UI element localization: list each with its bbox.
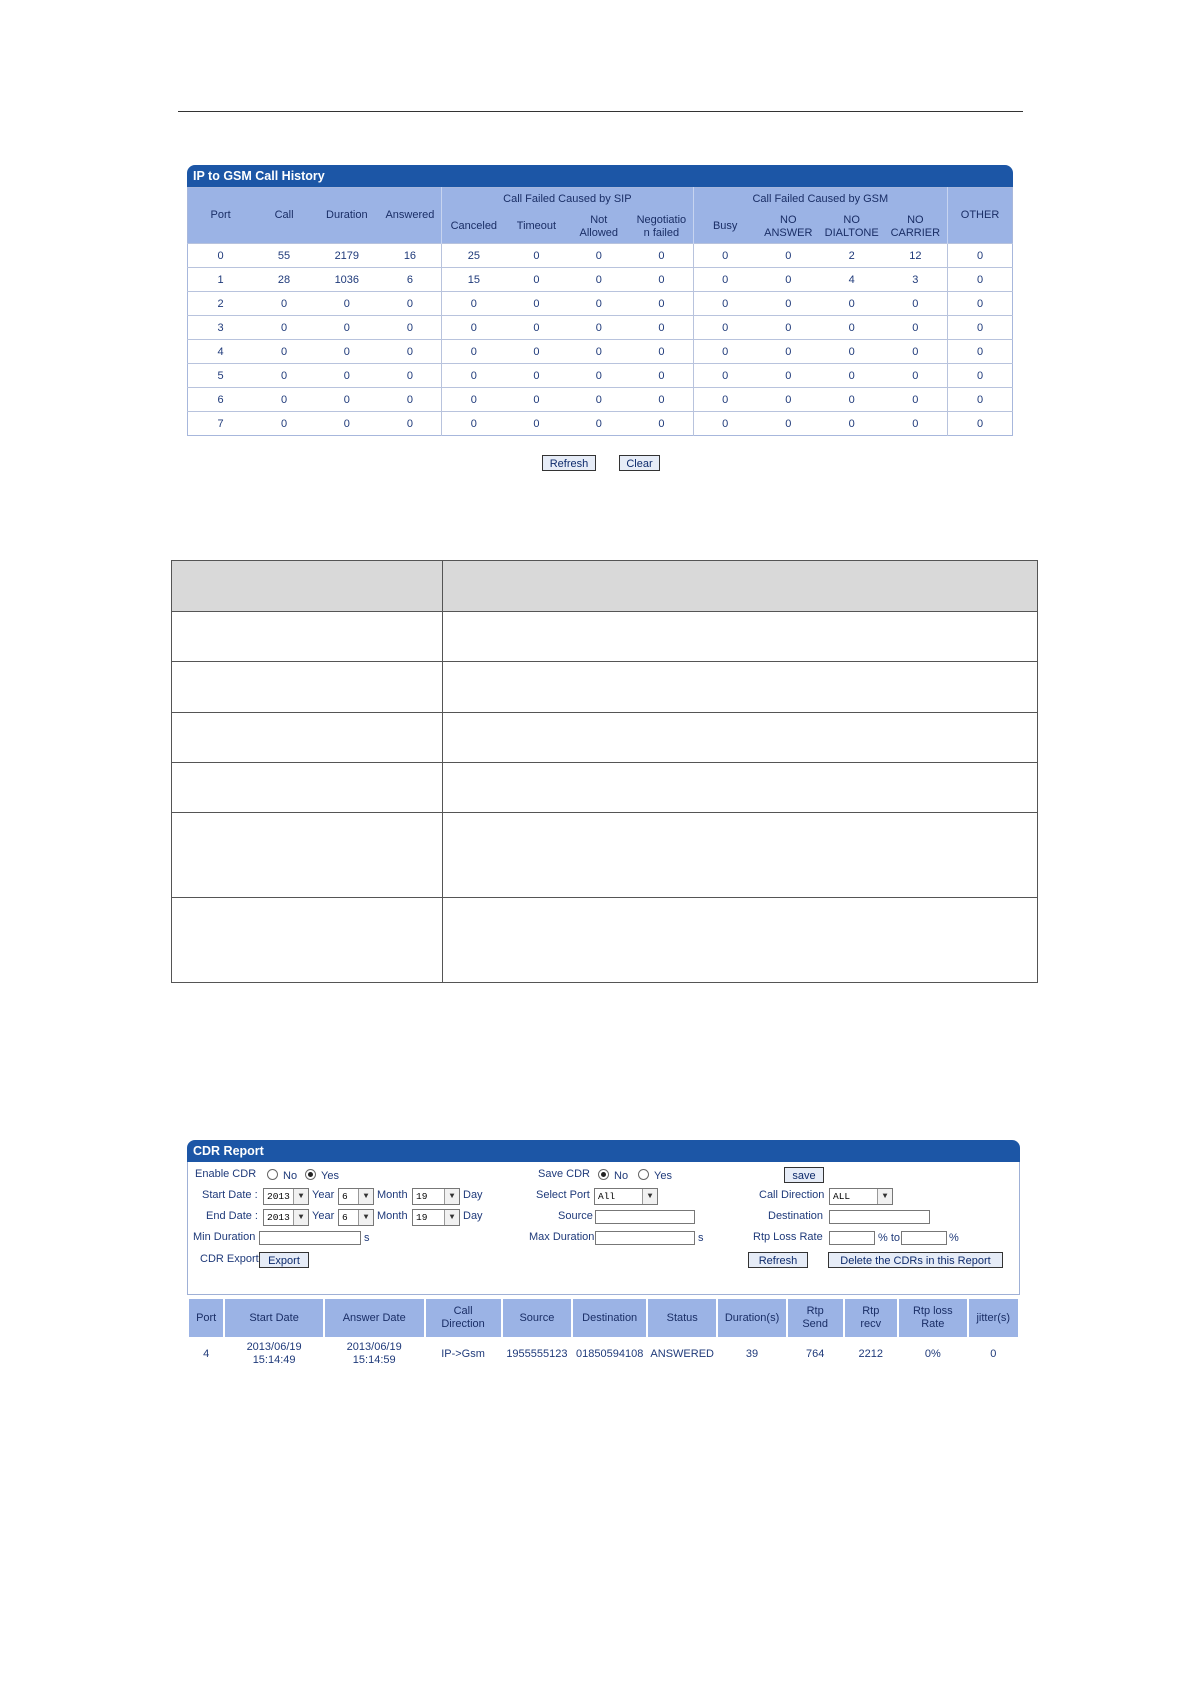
percent-to-label: % to <box>878 1232 901 1244</box>
table-cell: 0 <box>567 244 630 268</box>
col-timeout: Timeout <box>506 211 568 244</box>
table-cell: 0 <box>253 292 315 316</box>
table-cell: 0 <box>948 412 1013 436</box>
table-cell: 0 <box>442 388 506 412</box>
table-cell: 0 <box>567 412 630 436</box>
table-cell: 4 <box>188 340 254 364</box>
col-source: Source <box>503 1299 572 1337</box>
cell-rtp-recv: 2212 <box>858 1347 884 1360</box>
cell-answer-date-day: 2013/06/19 <box>346 1341 402 1353</box>
description-header-cell <box>172 561 443 612</box>
table-cell: 0 <box>820 292 884 316</box>
table-cell: 16 <box>379 244 442 268</box>
table-cell: 0 <box>693 268 757 292</box>
table-cell: 0 <box>506 412 568 436</box>
col-no-answer <box>757 211 820 244</box>
cdr-report-panel <box>187 1140 1020 1371</box>
table-cell: 0 <box>567 292 630 316</box>
history-actions <box>187 455 1013 473</box>
table-cell: 1036 <box>315 268 379 292</box>
table-cell: 15 <box>442 268 506 292</box>
description-row <box>172 662 1038 713</box>
col-call-direction-line1: Call <box>453 1305 473 1317</box>
cell-start-date-day: 2013/06/19 <box>246 1341 302 1353</box>
table-cell: 3 <box>884 268 948 292</box>
cell-answer-date <box>325 1337 424 1371</box>
delete-cdrs-button[interactable]: Delete the CDRs in this Report <box>828 1252 1003 1268</box>
table-cell: 0 <box>630 292 693 316</box>
col-not-allowed-line2: Allowed <box>579 226 619 239</box>
table-cell: 0 <box>442 316 506 340</box>
cell-start-date-time: 15:14:49 <box>252 1354 296 1366</box>
table-cell: 0 <box>379 364 442 388</box>
table-cell: 0 <box>630 388 693 412</box>
table-row <box>188 292 1013 316</box>
table-cell: 0 <box>693 316 757 340</box>
enable-cdr-yes-label: Yes <box>321 1170 339 1182</box>
description-row <box>172 763 1038 813</box>
description-header-cell <box>443 561 1038 612</box>
table-cell: 0 <box>757 412 820 436</box>
table-cell: 0 <box>820 364 884 388</box>
table-cell: 0 <box>757 292 820 316</box>
clear-button[interactable]: Clear <box>619 455 660 471</box>
save-cdr-no-label: No <box>614 1170 629 1182</box>
col-port: Port <box>188 188 254 244</box>
table-cell: 0 <box>315 364 379 388</box>
col-call: Call <box>253 188 315 244</box>
cell-jitter: 0 <box>990 1347 997 1360</box>
table-cell: 0 <box>315 340 379 364</box>
description-cell <box>443 662 1038 713</box>
table-cell: 4 <box>820 268 884 292</box>
table-cell: 0 <box>630 268 693 292</box>
table-cell: 0 <box>253 316 315 340</box>
description-table <box>171 560 1038 983</box>
table-cell: 0 <box>757 340 820 364</box>
select-port-label: Select Port <box>536 1189 590 1201</box>
table-cell: 0 <box>693 364 757 388</box>
destination-input[interactable] <box>829 1210 930 1224</box>
rtp-loss-from-input[interactable] <box>829 1231 875 1245</box>
col-duration: Duration(s) <box>718 1299 786 1337</box>
col-no-carrier <box>884 211 948 244</box>
col-not-allowed <box>567 211 630 244</box>
table-cell: 7 <box>188 412 254 436</box>
table-cell: 0 <box>379 292 442 316</box>
table-cell: 0 <box>315 412 379 436</box>
table-row <box>188 268 1013 292</box>
save-cdr-no-radio[interactable] <box>598 1169 609 1180</box>
end-month-label: Month <box>377 1210 408 1222</box>
table-cell: 0 <box>884 340 948 364</box>
min-duration-label: Min Duration <box>193 1231 256 1243</box>
end-month-select[interactable] <box>338 1209 374 1226</box>
end-month-value: 6 <box>342 1212 348 1223</box>
col-answer-date: Answer Date <box>325 1299 424 1337</box>
chevron-down-icon: ▼ <box>877 1189 892 1204</box>
call-history-table <box>187 187 1013 436</box>
col-rtp-recv <box>845 1299 898 1337</box>
col-no-answer-line1: NO <box>780 213 797 226</box>
export-button[interactable]: Export <box>259 1252 309 1268</box>
col-busy: Busy <box>693 211 757 244</box>
description-row <box>172 612 1038 662</box>
table-cell: 0 <box>442 340 506 364</box>
col-rtp-send <box>788 1299 843 1337</box>
description-cell <box>443 713 1038 763</box>
col-rtp-send-line2: Send <box>802 1318 829 1330</box>
description-cell <box>172 662 443 713</box>
table-cell: 6 <box>379 268 442 292</box>
enable-cdr-no-radio[interactable] <box>267 1169 278 1180</box>
col-group-gsm: Call Failed Caused by GSM <box>693 188 947 211</box>
start-month-label: Month <box>377 1189 408 1201</box>
table-cell: 0 <box>506 268 568 292</box>
table-cell: 25 <box>442 244 506 268</box>
col-negotiation-line1: Negotiatio <box>636 213 687 226</box>
description-cell <box>443 612 1038 662</box>
col-no-answer-line2: ANSWER <box>764 226 813 239</box>
call-history-body <box>188 244 1013 436</box>
table-cell: 0 <box>820 316 884 340</box>
table-cell: 0 <box>567 364 630 388</box>
table-cell: 0 <box>948 316 1013 340</box>
cell-start-date <box>225 1337 323 1371</box>
chevron-down-icon: ▼ <box>444 1189 459 1204</box>
end-day-select[interactable] <box>412 1209 460 1226</box>
col-port: Port <box>189 1299 223 1337</box>
start-year-value: 2013 <box>267 1191 290 1202</box>
cdr-filter-form <box>187 1162 1020 1295</box>
cdr-export-label: CDR Export <box>200 1253 259 1265</box>
start-day-select[interactable] <box>412 1188 460 1205</box>
chevron-down-icon: ▼ <box>293 1189 308 1204</box>
table-cell: 0 <box>884 364 948 388</box>
table-cell: 0 <box>315 292 379 316</box>
table-cell: 2 <box>188 292 254 316</box>
start-day-label: Day <box>463 1189 483 1201</box>
table-cell: 5 <box>188 364 254 388</box>
cell-port: 4 <box>203 1347 210 1360</box>
table-cell: 0 <box>630 364 693 388</box>
cdr-results-table <box>187 1299 1020 1371</box>
description-cell <box>172 713 443 763</box>
source-label: Source <box>558 1210 593 1222</box>
table-cell: 0 <box>693 340 757 364</box>
max-duration-unit: s <box>698 1232 704 1244</box>
col-no-carrier-line1: NO <box>907 213 924 226</box>
description-cell <box>172 612 443 662</box>
table-row <box>188 364 1013 388</box>
header-row <box>188 188 1013 211</box>
description-cell <box>443 898 1038 983</box>
table-cell: 0 <box>884 292 948 316</box>
table-row <box>188 316 1013 340</box>
start-year-select[interactable] <box>263 1188 309 1205</box>
table-cell: 0 <box>757 388 820 412</box>
table-cell: 0 <box>884 388 948 412</box>
table-cell: 0 <box>506 340 568 364</box>
col-no-dialtone-line1: NO <box>843 213 860 226</box>
col-rtp-loss-line1: Rtp loss <box>912 1305 953 1317</box>
table-cell: 0 <box>630 244 693 268</box>
destination-label: Destination <box>768 1210 824 1222</box>
table-row <box>188 388 1013 412</box>
table-cell: 0 <box>948 364 1013 388</box>
min-duration-unit: s <box>364 1232 370 1244</box>
col-no-dialtone-line2: DIALTONE <box>824 226 879 239</box>
table-cell: 0 <box>693 388 757 412</box>
col-no-carrier-line2: CARRIER <box>890 226 941 239</box>
call-direction-select[interactable] <box>829 1188 893 1205</box>
table-cell: 0 <box>567 316 630 340</box>
table-cell: 0 <box>379 388 442 412</box>
table-cell: 0 <box>315 316 379 340</box>
cell-source: 1955555123 <box>506 1347 568 1360</box>
table-cell: 0 <box>315 388 379 412</box>
col-status: Status <box>648 1299 716 1337</box>
end-day-label: Day <box>463 1210 483 1222</box>
select-port-select[interactable] <box>594 1188 658 1205</box>
table-cell: 0 <box>442 412 506 436</box>
col-destination: Destination <box>573 1299 646 1337</box>
col-canceled: Canceled <box>442 211 506 244</box>
table-cell: 0 <box>567 268 630 292</box>
chevron-down-icon: ▼ <box>444 1210 459 1225</box>
table-cell: 0 <box>442 292 506 316</box>
table-cell: 0 <box>820 340 884 364</box>
col-rtp-loss-line2: Rate <box>921 1318 945 1330</box>
table-cell: 0 <box>757 268 820 292</box>
save-cdr-yes-label: Yes <box>654 1170 672 1182</box>
col-call-direction-line2: Direction <box>441 1318 485 1330</box>
table-cell: 0 <box>693 412 757 436</box>
call-direction-value: ALL <box>833 1191 851 1202</box>
table-cell: 0 <box>567 340 630 364</box>
cell-duration: 39 <box>745 1347 759 1360</box>
end-year-label: Year <box>312 1210 335 1222</box>
col-not-allowed-line1: Not <box>590 213 608 226</box>
call-history-panel <box>187 165 1013 436</box>
col-negotiation-line2: n failed <box>643 226 680 239</box>
select-port-value: All <box>598 1191 616 1202</box>
description-header-row <box>172 561 1038 612</box>
table-cell: 0 <box>693 292 757 316</box>
table-cell: 12 <box>884 244 948 268</box>
table-cell: 3 <box>188 316 254 340</box>
col-start-date: Start Date <box>225 1299 323 1337</box>
description-cell <box>443 763 1038 813</box>
table-cell: 0 <box>757 364 820 388</box>
source-input[interactable] <box>595 1210 695 1224</box>
table-cell: 0 <box>757 316 820 340</box>
table-cell: 0 <box>820 412 884 436</box>
start-month-select[interactable] <box>338 1188 374 1205</box>
end-year-select[interactable] <box>263 1209 309 1226</box>
table-cell: 0 <box>253 364 315 388</box>
table-cell: 0 <box>630 316 693 340</box>
table-row <box>188 244 1013 268</box>
table-cell: 55 <box>253 244 315 268</box>
cell-call-direction: IP->Gsm <box>441 1347 485 1360</box>
description-cell <box>172 813 443 898</box>
table-cell: 28 <box>253 268 315 292</box>
description-cell <box>443 813 1038 898</box>
table-cell: 0 <box>506 388 568 412</box>
table-cell: 0 <box>948 340 1013 364</box>
table-row <box>188 340 1013 364</box>
percent-label: % <box>949 1232 959 1244</box>
col-call-direction <box>426 1299 501 1337</box>
cell-destination: 01850594108 <box>576 1347 644 1360</box>
table-cell: 0 <box>506 316 568 340</box>
table-cell: 0 <box>630 412 693 436</box>
col-rtp-recv-line1: Rtp <box>862 1305 880 1317</box>
table-cell: 0 <box>884 412 948 436</box>
end-day-value: 19 <box>416 1212 428 1223</box>
cell-status: ANSWERED <box>650 1347 714 1360</box>
table-cell: 2 <box>820 244 884 268</box>
call-direction-label: Call Direction <box>759 1189 825 1201</box>
table-cell: 0 <box>948 268 1013 292</box>
table-cell: 0 <box>253 412 315 436</box>
description-cell <box>172 898 443 983</box>
description-row <box>172 713 1038 763</box>
cdr-header-row <box>189 1299 1018 1337</box>
table-cell: 0 <box>379 340 442 364</box>
table-row <box>188 412 1013 436</box>
end-year-value: 2013 <box>267 1212 290 1223</box>
table-cell: 0 <box>506 244 568 268</box>
chevron-down-icon: ▼ <box>358 1189 373 1204</box>
enable-cdr-yes-radio[interactable] <box>305 1169 316 1180</box>
table-cell: 0 <box>253 388 315 412</box>
chevron-down-icon: ▼ <box>358 1210 373 1225</box>
col-other: OTHER <box>948 188 1013 244</box>
page-header-rule <box>178 111 1023 112</box>
col-rtp-send-line1: Rtp <box>806 1305 824 1317</box>
start-day-value: 19 <box>416 1191 428 1202</box>
save-cdr-label: Save CDR <box>538 1168 590 1180</box>
description-row <box>172 813 1038 898</box>
table-cell: 6 <box>188 388 254 412</box>
description-row <box>172 898 1038 983</box>
start-year-label: Year <box>312 1189 335 1201</box>
table-cell: 0 <box>188 244 254 268</box>
table-cell: 1 <box>188 268 254 292</box>
chevron-down-icon: ▼ <box>293 1210 308 1225</box>
table-cell: 0 <box>253 340 315 364</box>
col-no-dialtone <box>820 211 884 244</box>
col-duration: Duration <box>315 188 379 244</box>
table-cell: 0 <box>884 316 948 340</box>
table-row <box>189 1337 1018 1371</box>
rtp-loss-to-input[interactable] <box>901 1231 947 1245</box>
min-duration-input[interactable] <box>259 1231 361 1245</box>
save-cdr-yes-radio[interactable] <box>638 1169 649 1180</box>
table-cell: 0 <box>379 316 442 340</box>
table-cell: 0 <box>948 244 1013 268</box>
enable-cdr-label: Enable CDR <box>195 1168 257 1180</box>
refresh-button[interactable]: Refresh <box>542 455 596 471</box>
table-cell: 0 <box>567 388 630 412</box>
save-button[interactable]: save <box>784 1167 824 1183</box>
table-cell: 0 <box>948 388 1013 412</box>
panel-title: IP to GSM Call History <box>187 165 1013 187</box>
panel-title: CDR Report <box>187 1140 1020 1162</box>
col-answered: Answered <box>379 188 442 244</box>
start-month-value: 6 <box>342 1191 348 1202</box>
enable-cdr-no-label: No <box>283 1170 298 1182</box>
col-negotiation-failed <box>630 211 693 244</box>
table-cell: 0 <box>442 364 506 388</box>
cdr-refresh-button[interactable]: Refresh <box>748 1252 808 1268</box>
end-date-label: End Date : <box>206 1210 258 1222</box>
description-cell <box>172 763 443 813</box>
max-duration-label: Max Duration <box>529 1231 595 1243</box>
table-cell: 0 <box>757 244 820 268</box>
cell-rtp-loss-rate: 0% <box>924 1347 941 1360</box>
table-cell: 0 <box>506 364 568 388</box>
col-rtp-loss-rate <box>899 1299 967 1337</box>
table-cell: 0 <box>379 412 442 436</box>
table-cell: 0 <box>693 244 757 268</box>
col-rtp-recv-line2: recv <box>860 1318 882 1330</box>
start-date-label: Start Date : <box>202 1189 258 1201</box>
max-duration-input[interactable] <box>595 1231 695 1245</box>
rtp-loss-rate-label: Rtp Loss Rate <box>753 1231 823 1243</box>
chevron-down-icon: ▼ <box>642 1189 657 1204</box>
cell-rtp-send: 764 <box>805 1347 825 1360</box>
table-cell: 0 <box>948 292 1013 316</box>
table-cell: 0 <box>630 340 693 364</box>
table-cell: 2179 <box>315 244 379 268</box>
col-jitter: jitter(s) <box>969 1299 1018 1337</box>
table-cell: 0 <box>820 388 884 412</box>
table-cell: 0 <box>506 292 568 316</box>
col-group-sip: Call Failed Caused by SIP <box>442 188 693 211</box>
cell-answer-date-time: 15:14:59 <box>352 1354 396 1366</box>
